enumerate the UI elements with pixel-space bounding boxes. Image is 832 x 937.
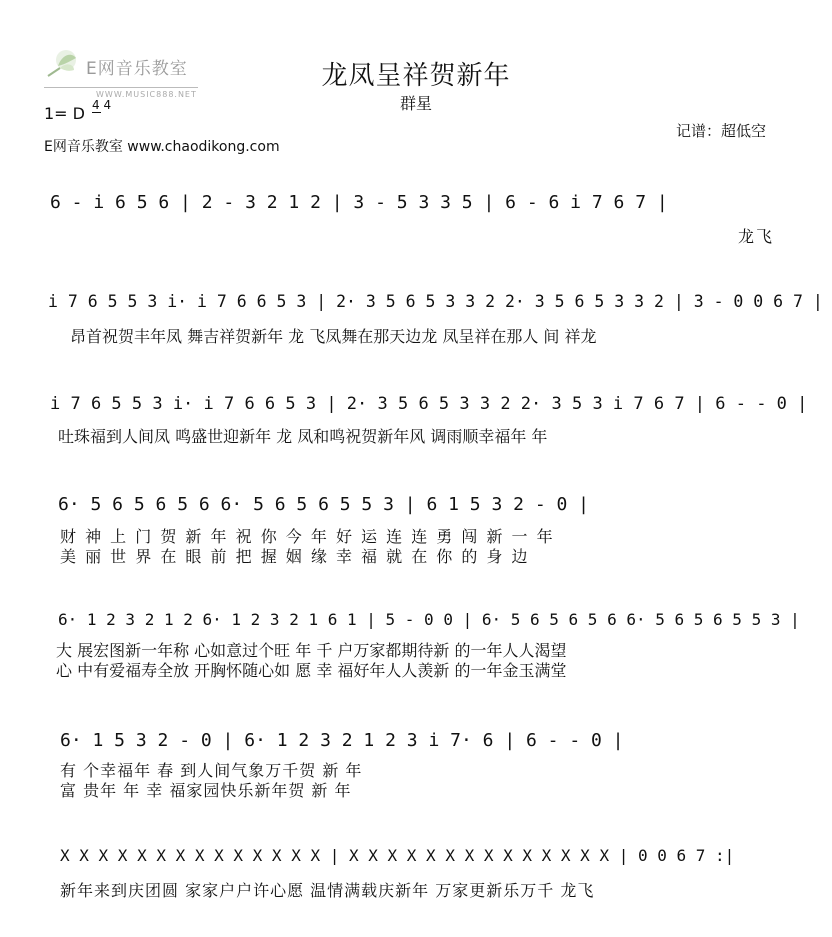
meter-top: 4 [92,98,100,112]
lyrics-line-4a: 财 神 上 门 贺 新 年 祝 你 今 年 好 运 连 连 勇 闯 新 一 年 [60,527,555,546]
lyrics-line-7: 新年来到庆团圆 家家户户许心愿 温情满载庆新年 万家更新乐万千 龙飞 [60,881,595,900]
meter-bar [92,112,101,113]
notes-line-4: 6· 5 6 5 6 5 6 6· 5 6 5 6 5 5 3 | 6 1 5 3 2 - 0 | [58,494,590,515]
notes-line-5: 6· 1 2 3 2 1 2 6· 1 2 3 2 1 6 1 | 5 - 0 0 | 6· 5 6 5 6 5 6 6· 5 6 5 6 5 5 3 | [58,610,800,629]
lyrics-line-5a: 大 展宏图新一年称 心如意过个旺 年 千 户万家都期待新 的一年人人渴望 [56,641,567,660]
meter-bottom: 4 [103,98,112,112]
notes-line-6: 6· 1 5 3 2 - 0 | 6· 1 2 3 2 1 2 3 i 7· 6 | 6 - - 0 | [60,730,624,751]
lyrics-line-6a: 有 个幸福年 春 到人间气象万千贺 新 年 [60,761,363,780]
logo-text: E网音乐教室 [86,59,188,79]
notes-line-7: X X X X X X X X X X X X X X | X X X X X X X X X X X X X X | 0 0 6 7 :| [60,846,735,865]
score-line-7 [0,842,832,902]
lyrics-line-4b: 美 丽 世 界 在 眼 前 把 握 姻 缘 幸 福 就 在 你 的 身 边 [60,547,530,566]
logo-subtext: WWW.MUSIC888.NET [96,90,197,99]
notes-line-2: i 7 6 5 5 3 i· i 7 6 6 5 3 | 2· 3 5 6 5 3 3 2 2· 3 5 6 5 3 3 2 | 3 - 0 0 6 7 | [48,292,823,311]
time-signature [92,99,111,111]
score-line-6 [0,726,832,806]
score-line-5 [0,606,832,686]
song-artist: 群星 [399,94,432,113]
score-line-4 [0,490,832,570]
lyrics-line-3: 吐珠福到人间凤 鸣盛世迎新年 龙 凤和鸣祝贺新年风 调雨顺幸福年 年 [58,427,548,446]
song-title: 龙凤呈祥贺新年 [321,61,511,91]
notes-line-1: 6 - i 6 5 6 | 2 - 3 2 1 2 | 3 - 5 3 3 5 | 6 - 6 i 7 6 7 | [50,192,668,213]
score-line-1 [0,188,832,248]
key-signature: 1= D [44,104,85,123]
notes-line-3: i 7 6 5 5 3 i· i 7 6 6 5 3 | 2· 3 5 6 5 3 3 2 2· 3 5 3 i 7 6 7 | 6 - - 0 | [50,394,808,414]
source-credit: E网音乐教室 www.chaodikong.com [44,139,280,155]
lyrics-line-1: 龙飞 [738,227,775,246]
score-line-3 [0,390,832,456]
lyrics-line-6b: 富 贵年 年 幸 福家园快乐新年贺 新 年 [60,781,352,800]
lyrics-line-2: 昂首祝贺丰年凤 舞吉祥贺新年 龙 飞凤舞在那天边龙 凤呈祥在那人 间 祥龙 [70,327,597,346]
score-line-2 [0,288,832,354]
lyrics-line-5b: 心 中有爱福寿全放 开胸怀随心如 愿 幸 福好年人人羡新 的一年金玉满堂 [56,661,567,680]
transcriber-credit: 记谱：超低空 [676,122,767,140]
